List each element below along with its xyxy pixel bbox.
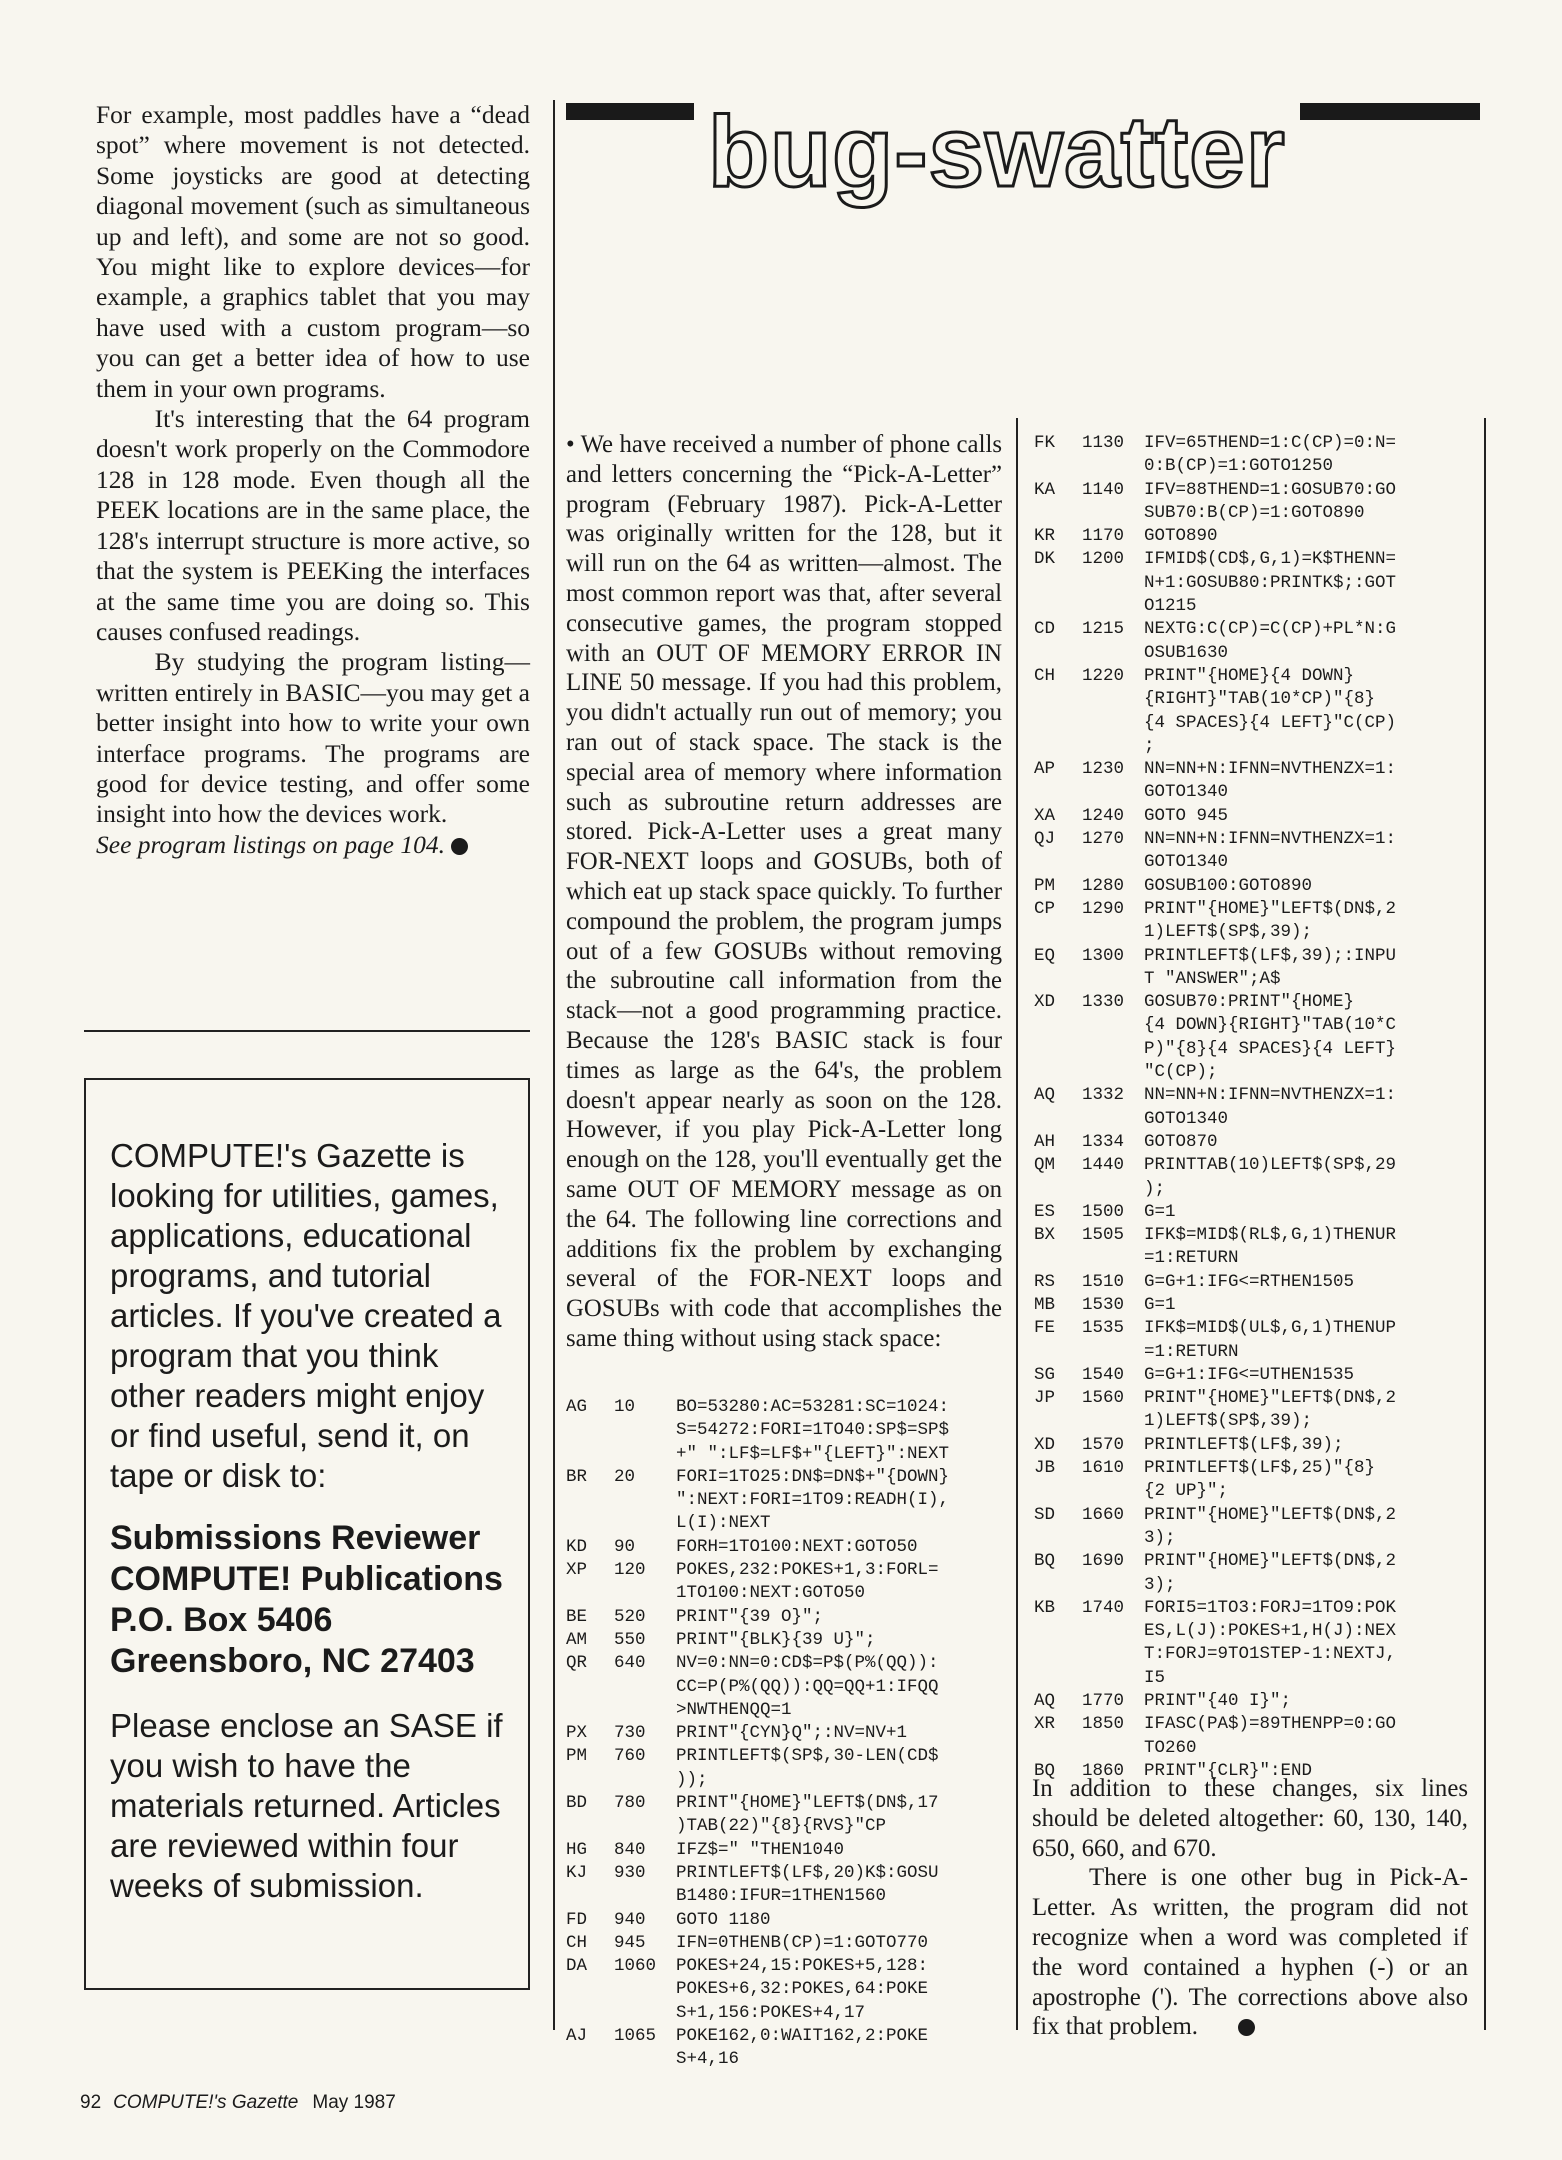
listing-entry — [1034, 945, 1480, 992]
basic-code: POKES,232:POKES+1,3:FORL= 1TO100:NEXT:GOTO50 — [676, 1560, 939, 1604]
submission-intro: COMPUTE!'s Gazette is looking for utilities, games, applications, educational programs, and tutorial articles. If you've created a program that you think other readers might enjoy or find useful, send it, on tape or disk to: — [110, 1137, 502, 1494]
line-number: 1770 — [1082, 1691, 1125, 1712]
listing-entry — [566, 1745, 1012, 1792]
listing-entry — [566, 1839, 1012, 1862]
checksum-code: XR — [1034, 1714, 1056, 1735]
line-number: 20 — [614, 1466, 636, 1487]
checksum-code: CH — [566, 1932, 588, 1953]
basic-code: GOSUB100:GOTO890 — [1144, 875, 1313, 896]
listing-entry — [566, 1396, 1012, 1466]
basic-code: IFN=0THENB(CP)=1:GOTO770 — [676, 1932, 929, 1953]
page-footer — [80, 2092, 396, 2114]
line-number: 930 — [614, 1862, 646, 1883]
line-number: 1240 — [1082, 805, 1125, 826]
listing-entry — [566, 1909, 1012, 1932]
basic-code: G=G+1:IFG<=RTHEN1505 — [1144, 1271, 1355, 1292]
listing-entry — [1034, 432, 1480, 479]
listing-entry — [1034, 991, 1480, 1084]
checksum-code: PM — [1034, 875, 1056, 896]
basic-code: PRINT"{HOME}"LEFT$(DN$,2 3); — [1144, 1551, 1397, 1595]
listing-entry — [1034, 1597, 1480, 1690]
line-number: 1330 — [1082, 992, 1125, 1013]
basic-code: IFV=65THEND=1:C(CP)=0:N= 0:B(CP)=1:GOTO1250 — [1144, 433, 1397, 477]
listing-entry — [1034, 1364, 1480, 1387]
submission-outro: Please enclose an SASE if you wish to have the materials returned. Articles are reviewed within four weeks of submission. — [110, 1707, 503, 1904]
checksum-code: KR — [1034, 526, 1056, 547]
listing-entry — [1034, 1387, 1480, 1434]
checksum-code: QR — [566, 1653, 588, 1674]
listing-entry — [1034, 805, 1480, 828]
checksum-code: QM — [1034, 1155, 1056, 1176]
basic-code: G=1 — [1144, 1201, 1176, 1222]
line-number: 1860 — [1082, 1760, 1125, 1781]
line-number: 10 — [614, 1397, 636, 1417]
closing-paragraph: In addition to these changes, six lines should be deleted altogether: 60, 130, 140, 650, 660, and 670. — [1032, 1775, 1468, 1862]
checksum-code: AH — [1034, 1131, 1056, 1152]
checksum-code: AG — [566, 1397, 588, 1417]
left-paragraph: It's interesting that the 64 program doesn't work properly on the Commodore 128 in 128 mode. Even though all the PEEK locations are in the same place, the 128's interrupt structure is more active, so that the system is PEEKing the interfaces at the same time you are doing so. This causes confused readings. — [96, 404, 530, 646]
checksum-code: SG — [1034, 1364, 1056, 1385]
checksum-code: BQ — [1034, 1551, 1056, 1572]
line-number: 1280 — [1082, 875, 1125, 896]
line-number: 730 — [614, 1723, 646, 1744]
left-paragraph: By studying the program listing—written entirely in BASIC—you may get a better insight into how to write your own interface programs. The programs are good for device testing, and offer some insight into how the devices work. — [96, 647, 530, 829]
checksum-code: XP — [566, 1560, 588, 1581]
line-number: 1130 — [1082, 433, 1125, 453]
basic-code: GOTO890 — [1144, 526, 1218, 547]
checksum-code: EQ — [1034, 945, 1056, 966]
end-mark-icon — [1238, 2019, 1255, 2036]
listing-entry — [1034, 1154, 1480, 1201]
basic-code: POKE162,0:WAIT162,2:POKE S+4,16 — [676, 2026, 929, 2070]
checksum-code: BQ — [1034, 1760, 1056, 1781]
submission-box — [84, 1078, 530, 1990]
checksum-code: MB — [1034, 1294, 1056, 1315]
submission-address — [110, 1518, 508, 1682]
listing-entry — [1034, 758, 1480, 805]
checksum-code: AP — [1034, 759, 1056, 780]
checksum-code: FE — [1034, 1318, 1056, 1339]
listing-entry — [1034, 898, 1480, 945]
basic-code: GOTO 1180 — [676, 1909, 771, 1930]
address-line: P.O. Box 5406 — [110, 1601, 333, 1639]
checksum-code: KA — [1034, 479, 1056, 500]
basic-code: FORI=1TO25:DN$=DN$+"{DOWN} ":NEXT:FORI=1TO9:READH(I), L(I):NEXT — [676, 1466, 950, 1534]
checksum-code: KJ — [566, 1862, 588, 1883]
basic-code: PRINT"{HOME}"LEFT$(DN$,17 )TAB(22)"{8}{RVS}"CP — [676, 1793, 939, 1837]
listing-entry — [566, 1862, 1012, 1909]
listing-entry — [1034, 618, 1480, 665]
listing-entry — [1034, 1294, 1480, 1317]
line-number: 1660 — [1082, 1504, 1125, 1525]
line-number: 1300 — [1082, 945, 1125, 966]
listing-entry — [566, 1722, 1012, 1745]
bug-intro-text: We have received a number of phone calls and letters concerning the “Pick-A-Letter” program (February 1987). Pick-A-Letter was originally written for the 128, but it will run on the 64 as written—almost. The most common report was that, after several consecutive games, the program stopped with an OUT OF MEMORY ERROR IN LINE 50 message. If you had this problem, you didn't actually run out of memory; you ran out of stack space. The stack is the special area of memory where information such as subroutine return addresses are stored. Pick-A-Letter uses a great many FOR-NEXT loops and GOSUBs, both of which eat up stack space quickly. To further compound the problem, the program jumps out of a few GOSUBs without removing the subroutine call information from the stack—not a good programming practice. Because the 128's BASIC stack is four times as large as the 64's, the problem doesn't appear nearly as soon on the 128. However, if you play Pick-A-Letter long enough on the 128, you'll eventually get the same OUT OF MEMORY message as on the 64. The following line corrections and additions fix the problem by exchanging several of the FOR-NEXT loops and GOSUBs with code that accomplishes the same thing without using stack space: — [566, 431, 1002, 1352]
line-number: 1170 — [1082, 526, 1125, 547]
basic-code: PRINT"{BLK}{39 U}"; — [676, 1629, 876, 1650]
basic-code: GOTO870 — [1144, 1131, 1218, 1152]
page-number: 92 — [80, 2092, 102, 2113]
line-number: 1060 — [614, 1956, 657, 1977]
bullet-icon: • — [566, 431, 581, 458]
listing-entry — [1034, 665, 1480, 758]
line-number: 1510 — [1082, 1271, 1125, 1292]
line-number: 1530 — [1082, 1294, 1125, 1315]
line-number: 90 — [614, 1536, 636, 1557]
line-number: 1500 — [1082, 1201, 1125, 1222]
listing-entry — [1034, 1271, 1480, 1294]
basic-code: PRINT"{40 I}"; — [1144, 1691, 1292, 1712]
end-mark-icon — [451, 838, 468, 855]
basic-code: GOTO 945 — [1144, 805, 1229, 826]
listing-entry — [1034, 1131, 1480, 1154]
checksum-code: BX — [1034, 1225, 1056, 1246]
line-number: 1065 — [614, 2026, 657, 2047]
basic-code: PRINTLEFT$(LF$,39); — [1144, 1434, 1344, 1455]
basic-code: PRINTLEFT$(LF$,20)K$:GOSU B1480:IFUR=1THEN1560 — [676, 1862, 939, 1907]
left-article — [96, 100, 530, 860]
listing-entry — [1034, 1690, 1480, 1713]
left-paragraph: For example, most paddles have a “dead spot” where movement is not detected. Some joysticks are good at detecting diagonal movement (such as simultaneous up and left), and some are not so good. You might like to explore devices—for example, a graphics tablet that you may have used with a custom program—so you can get a better idea of how to use them in your own programs. — [96, 100, 530, 403]
basic-code: IFK$=MID$(RL$,G,1)THENUR =1:RETURN — [1144, 1225, 1397, 1269]
basic-code: GOSUB70:PRINT"{HOME} {4 DOWN}{RIGHT}"TAB(10*C P)"{8}{4 SPACES}{4 LEFT} "C(CP); — [1144, 992, 1397, 1083]
basic-code: POKES+24,15:POKES+5,128: POKES+6,32:POKES,64:POKE S+1,156:POKES+4,17 — [676, 1956, 929, 2023]
listing-entry — [566, 1629, 1012, 1652]
basic-code: NN=NN+N:IFNN=NVTHENZX=1: GOTO1340 — [1144, 1085, 1397, 1129]
basic-code: IFK$=MID$(UL$,G,1)THENUP =1:RETURN — [1144, 1318, 1397, 1362]
line-number: 780 — [614, 1793, 646, 1814]
line-number: 760 — [614, 1746, 646, 1767]
line-number: 1332 — [1082, 1085, 1125, 1106]
basic-code: NN=NN+N:IFNN=NVTHENZX=1: GOTO1340 — [1144, 829, 1397, 873]
see-listing-text: See program listings on page 104. — [96, 829, 445, 859]
checksum-code: KB — [1034, 1597, 1056, 1618]
listing-entry — [1034, 875, 1480, 898]
checksum-code: CP — [1034, 898, 1056, 919]
checksum-code: BR — [566, 1466, 588, 1487]
checksum-code: SD — [1034, 1504, 1056, 1525]
line-number: 840 — [614, 1839, 646, 1860]
listing-column-1 — [566, 1396, 1012, 2072]
listing-entry — [566, 1792, 1012, 1839]
checksum-code: AM — [566, 1629, 588, 1650]
left-divider — [84, 1030, 530, 1032]
checksum-code: DA — [566, 1956, 588, 1977]
basic-code: PRINT"{39 O}"; — [676, 1606, 824, 1627]
line-number: 1140 — [1082, 479, 1125, 500]
checksum-code: FD — [566, 1909, 588, 1930]
basic-code: IFZ$=" "THEN1040 — [676, 1839, 845, 1860]
checksum-code: JB — [1034, 1458, 1056, 1479]
column-rule-middle — [1016, 418, 1018, 2030]
checksum-code: PM — [566, 1746, 588, 1767]
listing-entry — [566, 1466, 1012, 1536]
checksum-code: RS — [1034, 1271, 1056, 1292]
listing-entry — [1034, 525, 1480, 548]
listing-entry — [1034, 1201, 1480, 1224]
closing-text: There is one other bug in Pick-A-Letter. As written, the program did not recognize when a word was completed if the word contained a hyphen (-) or an apostrophe ('). The corrections above also fix that problem. — [1032, 1864, 1468, 2041]
basic-code: PRINT"{HOME}"LEFT$(DN$,2 1)LEFT$(SP$,39); — [1144, 1388, 1397, 1432]
line-number: 1540 — [1082, 1364, 1125, 1385]
line-number: 640 — [614, 1653, 646, 1674]
listing-entry — [1034, 828, 1480, 875]
issue-date: May 1987 — [312, 2092, 396, 2113]
checksum-code: PX — [566, 1723, 588, 1744]
checksum-code: CD — [1034, 619, 1056, 640]
listing-entry — [1034, 548, 1480, 618]
basic-code: PRINTTAB(10)LEFT$(SP$,29 ); — [1144, 1155, 1397, 1199]
bug-article-closing — [1032, 1774, 1468, 2042]
basic-code: PRINT"{HOME}"LEFT$(DN$,2 3); — [1144, 1504, 1397, 1548]
line-number: 1570 — [1082, 1434, 1125, 1455]
listing-entry — [566, 1652, 1012, 1722]
line-number: 1440 — [1082, 1155, 1125, 1176]
listing-entry — [1034, 1317, 1480, 1364]
checksum-code: AQ — [1034, 1085, 1056, 1106]
line-number: 1690 — [1082, 1551, 1125, 1572]
column-title: bug-swatter — [694, 92, 1300, 212]
address-line: COMPUTE! Publications — [110, 1560, 503, 1598]
checksum-code: HG — [566, 1839, 588, 1860]
checksum-code: DK — [1034, 549, 1056, 570]
line-number: 1290 — [1082, 898, 1125, 919]
basic-code: IFMID$(CD$,G,1)=K$THENN= N+1:GOSUB80:PRINTK$;:GOT O1215 — [1144, 549, 1397, 617]
listing-entry — [566, 1559, 1012, 1606]
basic-code: PRINT"{HOME}"LEFT$(DN$,2 1)LEFT$(SP$,39); — [1144, 898, 1397, 943]
basic-code: PRINT"{CYN}Q";:NV=NV+1 — [676, 1723, 908, 1744]
basic-code: G=1 — [1144, 1294, 1176, 1315]
line-number: 120 — [614, 1560, 646, 1581]
basic-code: PRINT"{HOME}{4 DOWN} {RIGHT}"TAB(10*CP)"{8} {4 SPACES}{4 LEFT}"C(CP) ; — [1144, 665, 1397, 756]
bug-article-intro — [566, 430, 1002, 1354]
line-number: 945 — [614, 1932, 646, 1953]
checksum-code: ES — [1034, 1201, 1056, 1222]
listing-entry — [566, 1955, 1012, 2025]
listing-entry — [1034, 1434, 1480, 1457]
magazine-name: COMPUTE!'s Gazette — [113, 2092, 299, 2113]
listing-entry — [1034, 1084, 1480, 1131]
listing-entry — [1034, 1713, 1480, 1760]
line-number: 1505 — [1082, 1225, 1125, 1246]
listing-entry — [566, 1606, 1012, 1629]
listing-entry — [1034, 1457, 1480, 1504]
line-number: 1230 — [1082, 759, 1125, 780]
basic-code: NEXTG:C(CP)=C(CP)+PL*N:G OSUB1630 — [1144, 619, 1397, 663]
listing-entry — [1034, 1224, 1480, 1271]
checksum-code: AJ — [566, 2026, 588, 2047]
column-rule-left — [553, 100, 555, 2030]
checksum-code: AQ — [1034, 1691, 1056, 1712]
line-number: 1200 — [1082, 549, 1125, 570]
listing-entry — [566, 1932, 1012, 1955]
line-number: 1215 — [1082, 619, 1125, 640]
line-number: 550 — [614, 1629, 646, 1650]
line-number: 1220 — [1082, 665, 1125, 686]
see-listing-note — [96, 830, 530, 860]
basic-code: PRINTLEFT$(SP$,30-LEN(CD$ )); — [676, 1746, 939, 1790]
checksum-code: JP — [1034, 1388, 1056, 1409]
line-number: 1535 — [1082, 1318, 1125, 1339]
listing-entry — [566, 1536, 1012, 1559]
line-number: 1270 — [1082, 829, 1125, 850]
line-number: 1850 — [1082, 1714, 1125, 1735]
column-rule-right — [1484, 418, 1486, 2030]
listing-entry — [566, 2025, 1012, 2072]
line-number: 1334 — [1082, 1131, 1125, 1152]
line-number: 1560 — [1082, 1388, 1125, 1409]
basic-code: PRINT"{CLR}":END — [1144, 1760, 1313, 1781]
basic-code: IFASC(PA$)=89THENPP=0:GO TO260 — [1144, 1714, 1397, 1758]
checksum-code: XD — [1034, 992, 1056, 1013]
checksum-code: BD — [566, 1793, 588, 1814]
basic-code: BO=53280:AC=53281:SC=1024: S=54272:FORI=1TO40:SP$=SP$ +" ":LF$=LF$+"{LEFT}":NEXT — [676, 1397, 950, 1464]
checksum-code: KD — [566, 1536, 588, 1557]
listing-entry — [1034, 1550, 1480, 1597]
basic-code: NV=0:NN=0:CD$=P$(P%(QQ)): CC=P(P%(QQ)):QQ=QQ+1:IFQQ >NWTHENQQ=1 — [676, 1653, 939, 1720]
address-line: Greensboro, NC 27403 — [110, 1642, 475, 1680]
checksum-code: XA — [1034, 805, 1056, 826]
checksum-code: FK — [1034, 433, 1056, 453]
closing-paragraph — [1032, 1863, 1468, 2042]
basic-code: PRINTLEFT$(LF$,39);:INPU T "ANSWER";A$ — [1144, 945, 1397, 989]
line-number: 520 — [614, 1606, 646, 1627]
listing-entry — [1034, 1504, 1480, 1551]
checksum-code: QJ — [1034, 829, 1056, 850]
basic-code: PRINTLEFT$(LF$,25)"{8} {2 UP}"; — [1144, 1458, 1376, 1502]
basic-code: IFV=88THEND=1:GOSUB70:GO SUB70:B(CP)=1:GOTO890 — [1144, 479, 1397, 523]
line-number: 1610 — [1082, 1458, 1125, 1479]
listing-entry — [1034, 479, 1480, 526]
line-number: 1740 — [1082, 1597, 1125, 1618]
basic-code: NN=NN+N:IFNN=NVTHENZX=1: GOTO1340 — [1144, 759, 1397, 803]
checksum-code: XD — [1034, 1434, 1056, 1455]
listing-column-2 — [1034, 432, 1480, 1783]
basic-code: FORH=1TO100:NEXT:GOTO50 — [676, 1536, 918, 1557]
checksum-code: BE — [566, 1606, 588, 1627]
line-number: 940 — [614, 1909, 646, 1930]
basic-code: FORI5=1TO3:FORJ=1TO9:POK ES,L(J):POKES+1,H(J):NEX T:FORJ=9TO1STEP-1:NEXTJ, I5 — [1144, 1597, 1397, 1688]
checksum-code: CH — [1034, 665, 1056, 686]
address-line: Submissions Reviewer — [110, 1519, 481, 1557]
basic-code: G=G+1:IFG<=UTHEN1535 — [1144, 1364, 1355, 1385]
bug-intro-paragraph — [566, 430, 1002, 1354]
